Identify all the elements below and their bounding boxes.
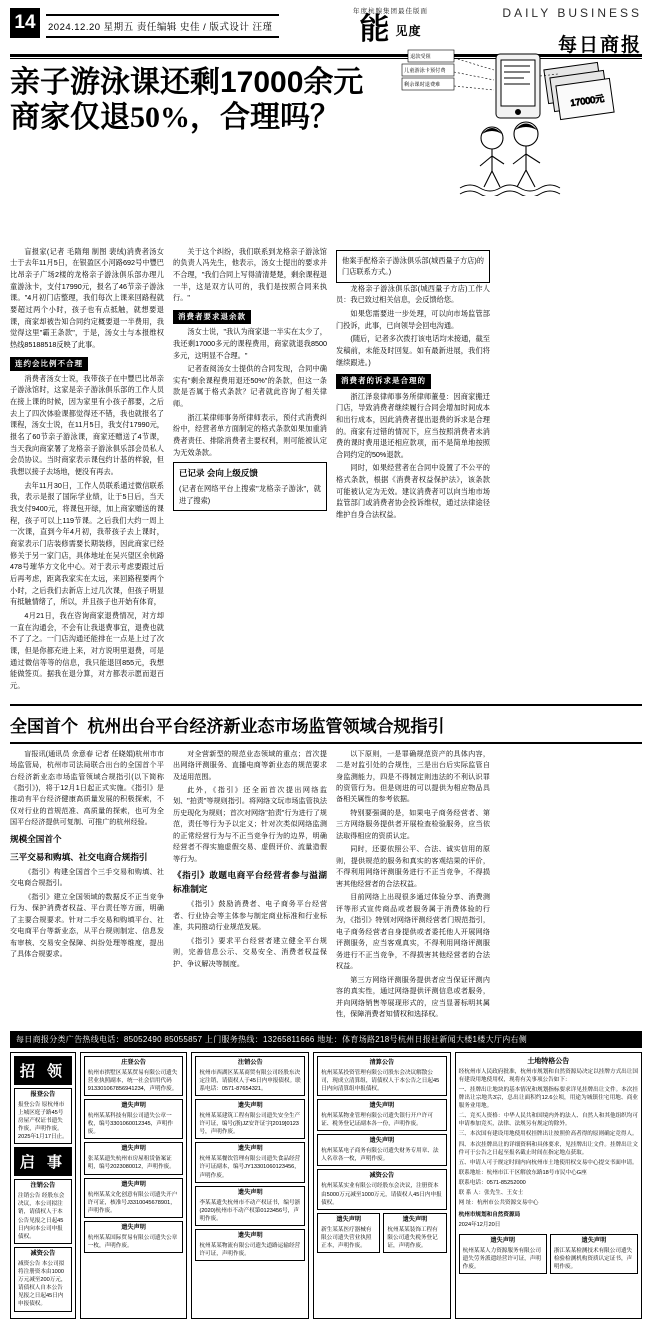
ad-text: 浙江某某检测技术有限公司遗失检验检测机构资质认定证书，声明作废。 bbox=[553, 1247, 633, 1270]
subheading: 《指引》敢题电商平台经营者参与溢湖标准制定 bbox=[173, 870, 327, 895]
paragraph: 浙江某律师事务所律师表示，预付式消费纠纷中，经营者单方面制定的格式条款如果加重消费者责任、排除消费者主要权利，则可能被认定为无效条款。 bbox=[173, 412, 327, 457]
paragraph: 盲报讯(通讯员 余意春 记者 任晓娟)杭州市市场监管局，杭州市司法局联合出台的全国首个平台经济新业态市场监管领域合规指引(以下简称《指引》)，将于12月1日起正式实施。《指引》是推动有平台经济健康高质量发展的积极探索，不仅对行业的首规范准、高质量的探索，也可为全国平台经济提供可复制、可推广的杭州经验。 bbox=[10, 749, 164, 827]
ad-title: 遗失声明 bbox=[121, 1145, 146, 1153]
paragraph: 记者查阅汤女士提供的合同发现，合同中确实有"剩余课程费用退还50%"的条款，但这一条款是否属于格式条款？记者就此咨询了相关律师。 bbox=[173, 364, 327, 409]
svg-text:17000元: 17000元 bbox=[569, 93, 605, 108]
contact-box-text: 他案手配格亲子游泳俱乐部(城西量子方店)的门店联系方式。) bbox=[342, 255, 484, 277]
ad-title: 庄登公告 bbox=[121, 1058, 146, 1066]
masthead-logo-main bbox=[279, 15, 503, 46]
classified-ad bbox=[383, 1213, 446, 1253]
ad-text: 杭州某某建筑工程有限公司遗失安全生产许可证，编号(浙)JZ安许证字[2019]0123号，声明作废。 bbox=[199, 1112, 301, 1136]
editor-note-title: 已记录 会向上级反馈 bbox=[179, 468, 258, 479]
classified-badge-qishi: 启 事 bbox=[14, 1147, 72, 1176]
paragraph: (随后，记者多次拨打该电话均未接通，截至发稿前，未能及时回复。如有最新进展，我们将继续跟进。) bbox=[336, 334, 490, 367]
story2-column-3 bbox=[336, 749, 490, 1023]
ad-text: 杭州某某物流有限公司遗失道路运输经营许可证，声明作废。 bbox=[199, 1242, 301, 1258]
ad-text: 杭州某某餐饮管理有限公司遗失食品经营许可证副本，编号JY13301060123456，声明作废。 bbox=[199, 1156, 301, 1179]
story2-column-1 bbox=[10, 749, 164, 1023]
classified-ad bbox=[195, 1142, 305, 1182]
classifieds-section bbox=[10, 1052, 642, 1319]
editor-note-text: (记者在网络平台上搜索"龙格亲子游泳"，就进了搜索) bbox=[179, 484, 321, 505]
classified-land-auction-notice bbox=[455, 1052, 642, 1319]
notice-date: 2024年12月20日 bbox=[458, 1222, 501, 1229]
classified-ad bbox=[317, 1134, 447, 1166]
paragraph: 第三方网络评测服务提供者应当保证评测内容的真实性，通过网络提供评测信息或者服务，并向网络销售等展现形式的，应当显著标明其属性，保障消费者知情权和选择权。 bbox=[336, 975, 490, 1019]
ad-title: 减资公告 bbox=[369, 1172, 395, 1180]
notice-title: 土地特格公告 bbox=[527, 1057, 570, 1065]
section-tag: 消费者的诉求是合理的 bbox=[336, 374, 431, 388]
classified-ad bbox=[195, 1056, 305, 1096]
masthead-logo-sub: 年度杭腺集团最佳版面 bbox=[352, 8, 428, 15]
notice-paragraph: 经杭州市人民政府批准，杭州市规划和自然资源局决定以挂牌方式出让国有建设用地使用权，现将有关事项公告如下： bbox=[458, 1068, 638, 1083]
paragraph: 浙江泽泉律师事务所律师董曼：因商家搬迁门店，导致消费者继续履行合同会增加时间成本和出行成本，因此消费者提出退费的诉求是合理的。商家有过错的情况下，应当按照消费者未消费的课时费用退还相应款项，而不是简单地按照合同约定的50%退款。 bbox=[336, 391, 490, 459]
paragraph: 特别要强调的是，如果电子商务经营者、第三方网络服务提供者开展检查检验服务，应当依法取得相应的资质认定。 bbox=[336, 808, 490, 840]
classified-ad bbox=[317, 1169, 447, 1209]
classified-ad bbox=[84, 1142, 184, 1174]
ad-text: 杭州某某物业管理有限公司遗失银行开户许可证、税务登记证副本各一份，声明作废。 bbox=[321, 1112, 433, 1128]
ad-title: 遗失声明 bbox=[121, 1180, 146, 1188]
ad-title: 遗失声明 bbox=[369, 1102, 395, 1109]
notice-contact: 联 系 人：张先生、王女士 bbox=[458, 1190, 524, 1197]
paragraph: 以下原则，一是罪确规范资产的具体内容，二是对监引处的合规性，三是出台后实际监管自身监测能力，四是不得制定则违法的不利认识罪的资管行为。但是则进的可以提供为相应物品具备相关属性的参考依据。 bbox=[336, 749, 490, 804]
notice-paragraph: 二、竞买人资格：中华人民共和国境内外的法人、自然人和其他组织均可申请参加竞买，法律、法规另有规定的除外。 bbox=[458, 1113, 638, 1128]
subheading: 三平交易和购填、社交电商合规指引 bbox=[10, 851, 148, 862]
masthead bbox=[10, 0, 642, 56]
ad-title: 遗失声明 bbox=[237, 1231, 263, 1239]
story-column-3 bbox=[336, 246, 490, 694]
paragraph: 4月21日，我在咨询商家退费情况，对方却一直在沟通会，不会有让我退费事宜，退费也就不了了之。一门店沟通还能排在一点是上过了次课，但是你都充进上来，对方说明里退费，可是通过微信等等的信息，我只能退回855元，我想能做签页。据我在退分算，对方都表示愿而退百元。 bbox=[10, 610, 164, 690]
classified-ad bbox=[14, 1179, 72, 1244]
classified-ad bbox=[14, 1247, 72, 1312]
classified-ad bbox=[14, 1088, 72, 1145]
brand-chinese: 每日商报 bbox=[557, 35, 642, 56]
classified-ad bbox=[84, 1178, 184, 1218]
ad-title: 注销公告 bbox=[30, 1182, 56, 1190]
classified-column-3 bbox=[191, 1052, 309, 1319]
second-story-title bbox=[10, 712, 642, 737]
classified-service-bar: 每日商报分类广告热线电话：85052490 85055857 上门服务热线：13265811666 地址：体育场路218号杭州日报社新闻大楼1楼大厅内右侧 bbox=[10, 1031, 642, 1048]
notice-paragraph: 三、本次国有建设用地使用权挂牌出让按照价高者得的原则确定竞得人。 bbox=[458, 1131, 638, 1138]
top-story-columns bbox=[10, 246, 642, 694]
subheading: 规模全国首个 bbox=[10, 833, 62, 844]
paragraph: 对全营新型的规范业态领域的重点；首次提出网络评测服务、直播电商等新业态的规范要求及适用范围。 bbox=[173, 749, 327, 781]
second-story-rule bbox=[10, 742, 642, 744]
ad-text: 杭州某某电子商务有限公司遗失财务专用章、法人名章各一枚，声明作废。 bbox=[321, 1148, 439, 1163]
classified-column-2 bbox=[80, 1052, 188, 1319]
notice-contact: 网 址：杭州市公共资源交易中心 bbox=[458, 1200, 539, 1207]
classified-ad bbox=[84, 1056, 184, 1096]
paragraph: 《指引》构建全国首个三手交易和购填、社交电商合规指引。 bbox=[10, 867, 164, 888]
contact-box bbox=[336, 250, 490, 283]
ad-title: 遗失声明 bbox=[581, 1236, 607, 1244]
classified-ad bbox=[317, 1213, 380, 1253]
ad-title: 遗失声明 bbox=[369, 1137, 395, 1145]
second-story-kicker: 全国首个 bbox=[10, 716, 78, 736]
classified-ad bbox=[84, 1221, 184, 1253]
classified-ad bbox=[459, 1234, 547, 1274]
ad-text: 杭州某某人力资源服务有限公司遗失劳务派遣经营许可证，声明作废。 bbox=[462, 1247, 541, 1270]
svg-text:退款受阻: 退款受阻 bbox=[410, 53, 431, 60]
classified-ad bbox=[195, 1099, 305, 1139]
masthead-logo-side: 见度 bbox=[395, 24, 422, 39]
paragraph: 龙格亲子游泳俱乐部(城西量子方店)工作人员：我已致过相关信息，会反馈给您。 bbox=[336, 283, 490, 305]
headline-line-2: 商家仅退50%，合理吗？ bbox=[10, 101, 340, 135]
classified-ad bbox=[550, 1234, 638, 1274]
ad-title: 遗失声明 bbox=[237, 1102, 263, 1109]
ad-title: 清算公告 bbox=[369, 1058, 395, 1066]
paragraph: 同时，还要依照公平、合法、诚实信用的原则，提供规范的服务和真实的客观结果的评价，不得利用网络评测服务进行不正当竞争，不得损害其他经营者的合法权益。 bbox=[336, 845, 490, 888]
brand-english: DAILY BUSINESS bbox=[502, 6, 642, 20]
headline-text-post: 余元 bbox=[303, 66, 364, 99]
classified-badge-zhaoling: 招 领 bbox=[14, 1056, 72, 1085]
ad-text: 李某某遗失杭州市不动产权证书，编号浙(2020)杭州市不动产权第0123456号，声明作废。 bbox=[199, 1199, 301, 1222]
masthead-logo bbox=[279, 4, 503, 46]
classified-ad bbox=[317, 1056, 447, 1096]
notice-paragraph: 五、申请人可于规定时间内向杭州市土地使用权交易中心提交书面申请。 bbox=[458, 1159, 638, 1166]
ad-title: 减资公告 bbox=[30, 1249, 56, 1257]
section-tag: 连约会比例不合理 bbox=[10, 357, 88, 371]
paragraph: 盲报家(记者 毛隋翔 制图 裴绒)消费者汤女士于去年11月5日，在银盈区小河路692号中豐巴比昂亲子广场2楼的龙格亲子游泳俱乐部办理儿童游泳卡，支付17990元，报名了46节亲子游泳课。"4月初门店整理，我们每次上课来回路程就要超过两个小时，孩子也有点抵触，就想要退课，商家却被告知合同约定概要退一半费用，我觉得这里"霸王条款"，于是，汤女士与本报维权热线85188518反映了此事。 bbox=[10, 246, 164, 350]
paragraph: 消费者汤女士说，我带孩子在中豐巴比昂亲子游泳馆时，这家是亲子游泳俱乐部的工作人员在接上课的时候，因为家里有小孩子都要，之后去上了四次体验课都觉得还不错，我也就报名了课程，汤女士说，在11月5日，我支付17990元，报名了60节亲子游泳课，商家还赠送了4节课，当天我向商家署了龙格亲子游泳俱乐部会员私人会员协议。当时商家表示课包约计基的样貌，但我想以接子去场地，便没有再去。 bbox=[10, 373, 164, 477]
dateline: 2024.12.20 星期五 责任编辑 史佳 / 版式设计 汪瑾 bbox=[46, 14, 279, 38]
classified-ad-pair bbox=[317, 1213, 447, 1256]
classified-ad bbox=[84, 1099, 184, 1139]
editor-note-box bbox=[173, 462, 327, 511]
ad-text: 杭州市西湖区某某商贸有限公司经股东决定注销，请债权人于45日内申报债权。联系电话：0571-87654321。 bbox=[199, 1069, 301, 1092]
ad-text: 杭州某某文化创意有限公司遗失开户许可证，核准号J3310045678901，声明作废。 bbox=[87, 1191, 178, 1214]
ad-title: 注销公告 bbox=[237, 1058, 263, 1066]
ad-title: 遗失声明 bbox=[490, 1236, 516, 1244]
paragraph: 此外，《指引》还全面首次提出网络监划、"拍责"等规则指引。将网络文玩市场监管执法历史现化为规则；首次对网络"拍责"行为进行了规范，责任等行为予以定义；针对次类似网络监测的正常经营行为与不正当竞争行为的边界，明确经营者不得实施虚假交易、虚假评价、流量造假等行为。 bbox=[173, 786, 328, 863]
notice-contact: 联系电话：0571-85252000 bbox=[458, 1180, 526, 1186]
ad-text: 报登公告 原杭州市上城区庭子路45号房屋产权证书遗失作废，声明作废。2025年1月17日止。 bbox=[18, 1101, 68, 1141]
ad-text: 杭州市拱墅区某某贸易有限公司遗失营业执照副本，统一社会信用代码913301067856941234，声明作废。 bbox=[87, 1069, 178, 1092]
ad-text: 减资公告 本公司拟将注册资本由1000万元减至200万元，请债权人自本公告见报之日起45日内申报债权。 bbox=[18, 1260, 67, 1308]
section-tag: 消费者要求退余款 bbox=[173, 310, 251, 324]
ad-text: 杭州某某国际贸易有限公司遗失公章一枚，声明作废。 bbox=[87, 1234, 178, 1249]
paragraph: 同时，如果经营者在合同中设置了不公平的格式条款，根据《消费者权益保护法》，该条款可能被认定为无效。建议消费者可以向当地市场监管部门或消费者协会投诉维权，通过法律途径维护自身合法权益。 bbox=[336, 463, 490, 520]
masthead-logo-char: 能 bbox=[359, 13, 392, 46]
paragraph: 《指引》鼓励消费者、电子商务平台经营者、行业协会等主体参与制定商业标准和行业标准，共同推动行业规范发展。 bbox=[173, 900, 327, 932]
story-column-2 bbox=[173, 246, 327, 694]
ad-text: 杭州某某实业有限公司经股东会决议，注册资本由5000万元减至1000万元，请债权人45日内申报债权。 bbox=[321, 1183, 442, 1206]
ad-title: 遗失声明 bbox=[336, 1215, 362, 1223]
paragraph: 《指引》建立全国领域的数据反不正当竞争行为、保护消费者权益、平台责任等方面，明确了主要合规要求。针对二手交易和购填平台、社交电商平台等新业态，从平台规则制定、信息发布审核、交易安全保障、纠纷处理等维度，提出了具体合规要求。 bbox=[10, 892, 164, 959]
ad-title: 报登公告 bbox=[30, 1090, 56, 1098]
page-number: 14 bbox=[10, 8, 40, 38]
ad-text: 张某某遗失杭州市房屋租赁备案证明，编号2023080012，声明作废。 bbox=[87, 1156, 175, 1171]
notice-signature: 杭州市规划和自然资源局 bbox=[458, 1212, 521, 1219]
classified-ad bbox=[195, 1229, 305, 1261]
notice-paragraph: 一、挂牌出让地块的基本情况和规划指标要求详见挂牌出让文件。本次挂牌出让宗地共3宗，总出让面积约12.6公顷，用途为城镇住宅用地、商业服务业用地。 bbox=[458, 1086, 638, 1110]
classified-ad bbox=[195, 1186, 305, 1226]
story2-column-2 bbox=[173, 749, 327, 1023]
second-story-headline: 杭州出台平台经济新业态市场监管领域合规指引 bbox=[87, 716, 445, 736]
ad-title: 遗失声明 bbox=[402, 1215, 428, 1223]
ad-text: 杭州某某投资管理有限公司股东会决议解散公司，现成立清算组，请债权人于本公告之日起45日内向清算组申报债权。 bbox=[321, 1069, 440, 1092]
notice-contact: 联系地址：杭州市江干区解放东路18号市民中心G座 bbox=[458, 1169, 587, 1176]
paragraph: 关于这个纠纷，我们联系到龙格亲子游泳馆的负责人冯先生，他表示，汤女士提出的要求并不合理，"我们合同上写得清清楚楚，剩余课程退一半，这是双方认可的，我们是按照合同来执行。" bbox=[173, 246, 327, 303]
paragraph: 汤女士说，"我认为商家退一半实在太少了，我还剩17000多元的课程费用，商家就退我8500多元，这明显不合理。" bbox=[173, 327, 327, 360]
ad-title: 遗失声明 bbox=[121, 1223, 146, 1231]
paragraph: 目前网络上出现很多通过体验分享、消费测评等形式宣传商品或者服务属于消费体验的行为，《指引》特别对网络评测经营者门规范指引，电子商务经营者自身提供或者委托他人开展网络评测服务，应当客观真实，不得利用网络评测服务进行不正当竞争，不得损害其他经营者的合法权益。 bbox=[336, 893, 490, 971]
classified-ad-pair bbox=[459, 1234, 638, 1277]
ad-text: 杭州某某装饰工程有限公司遗失税务登记证，声明作废。 bbox=[387, 1226, 438, 1249]
classified-column-4 bbox=[313, 1052, 451, 1319]
ad-title: 遗失声明 bbox=[237, 1145, 263, 1153]
notice-paragraph: 四、本次挂牌出让的详细资料和具体要求，见挂牌出让文件。挂牌出让文件可于公告之日起至报名截止时间在指定地点获取。 bbox=[458, 1141, 638, 1156]
ad-text: 新生某某医疗器械有限公司遗失营业执照正本，声明作废。 bbox=[321, 1226, 372, 1249]
headline-amount: 17000 bbox=[220, 66, 304, 99]
paragraph: 《指引》要求平台经营者建立健全平台规则，完善信息公示、交易安全、消费者权益保护、争议解决等制度。 bbox=[173, 936, 327, 968]
story-column-1 bbox=[10, 246, 164, 694]
masthead-left bbox=[10, 4, 279, 38]
paragraph: 去年11月30日，工作人员联系通过微信联系我，表示是报了国际学业绩，让于5日后，当天我支付9400元，将课包开绿，加上商家赠送的课程，孩子可以上119节课。之后我们大约一周上一次课，直到今年4月初，我带孩子去上课时，商家表示门店装修需要长期装修，因此商家已经修关于另一家门店，具体地址在吴兴望区余杭路478号璀华方文化中心。对于表示考虑要跟过后后再考虑，距离我家实在太远，来回路程要两个小时，之后我们去新店上过几次课，但孩子明显有抵触情绪了，所以，并且孩子也开始有体育， bbox=[10, 480, 164, 607]
ad-text: 注销公告 经股东会决议，本公司拟注销，请债权人于本公告见报之日起45日内向本公司申报债权。 bbox=[18, 1193, 65, 1240]
illustration-swimming-dispute bbox=[400, 46, 642, 196]
classified-ad bbox=[317, 1099, 447, 1131]
headline-text-pre: 亲子游泳课还剩 bbox=[10, 66, 220, 99]
ad-title: 遗失声明 bbox=[237, 1188, 263, 1196]
paragraph: 如果您需要进一步处理，可以向市场监管部门投诉，此事，已向领导会回电沟通。 bbox=[336, 309, 490, 330]
svg-text:儿童游泳卡预付费: 儿童游泳卡预付费 bbox=[404, 67, 446, 74]
second-story-header bbox=[10, 704, 642, 737]
ad-title: 遗失声明 bbox=[121, 1102, 146, 1109]
svg-text:剩余课时退费难: 剩余课时退费难 bbox=[404, 81, 441, 88]
second-story-columns bbox=[10, 749, 642, 1023]
classified-column-badges bbox=[10, 1052, 76, 1319]
ad-text: 杭州某某科技有限公司遗失公章一枚，编号3301060012345，声明作废。 bbox=[87, 1112, 173, 1136]
